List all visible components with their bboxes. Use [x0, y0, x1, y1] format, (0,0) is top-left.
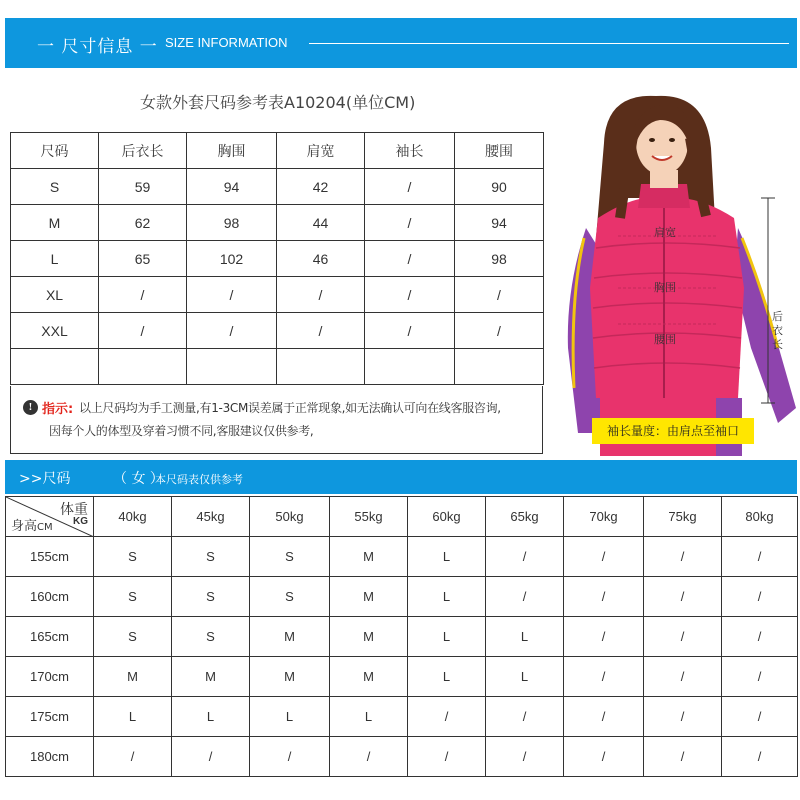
fit-table-size-cell: /	[486, 577, 564, 617]
note-line-2: 因每个人的体型及穿着习惯不同,客服建议仅供参考,	[49, 424, 314, 438]
fit-table-size-cell: S	[250, 537, 330, 577]
fit-table-size-cell: /	[564, 697, 644, 737]
fit-table-size-cell: L	[330, 697, 408, 737]
size-table-cell: /	[365, 277, 455, 313]
size-table-row	[11, 241, 544, 277]
size-table-cell: 94	[455, 205, 544, 241]
fit-table-size-cell: /	[564, 737, 644, 777]
fit-table-size-cell: S	[172, 537, 250, 577]
size-table-cell: 42	[277, 169, 365, 205]
info-icon: !	[23, 400, 38, 415]
size-table-cell: 44	[277, 205, 365, 241]
sleeve-measure-note: 袖长量度：由肩点至袖口	[592, 418, 754, 444]
banner-title-cn: 一 尺寸信息 一	[37, 37, 158, 57]
fit-table-height-cell: 170cm	[6, 657, 94, 697]
size-guide-title: >>尺码	[19, 471, 71, 487]
corner-weight-unit: KG	[73, 516, 88, 527]
fit-table-size-cell: M	[330, 657, 408, 697]
fit-table-size-cell: /	[486, 537, 564, 577]
fit-table-size-cell: /	[722, 737, 798, 777]
fit-table-size-cell: /	[722, 657, 798, 697]
fit-table-size-cell: S	[172, 577, 250, 617]
size-table-cell	[187, 349, 277, 385]
size-table-cell: /	[187, 277, 277, 313]
size-table-row	[11, 169, 544, 205]
size-table-col-header: 腰围	[455, 133, 544, 169]
size-table-row	[11, 313, 544, 349]
size-table-cell: 98	[187, 205, 277, 241]
fit-table-row	[6, 737, 798, 777]
fit-table-size-cell: /	[644, 657, 722, 697]
size-table-cell	[99, 349, 187, 385]
fit-table-size-cell: /	[330, 737, 408, 777]
fit-table-corner	[6, 497, 94, 537]
fit-table-weight-header: 55kg	[330, 497, 408, 537]
fit-table-size-cell: S	[94, 537, 172, 577]
size-table-body	[11, 169, 544, 385]
fit-table-size-cell: L	[172, 697, 250, 737]
corner-height-label: 身高	[11, 519, 38, 534]
size-table-row	[11, 277, 544, 313]
size-table-cell: /	[277, 277, 365, 313]
fit-table-size-cell: /	[564, 657, 644, 697]
size-table-row	[11, 349, 544, 385]
fit-table-height-cell: 160cm	[6, 577, 94, 617]
fit-table-size-cell: /	[408, 697, 486, 737]
note-label: 指示:	[42, 402, 74, 417]
fit-table-size-cell: /	[722, 577, 798, 617]
fit-table-size-cell: L	[408, 657, 486, 697]
fit-table-row	[6, 537, 798, 577]
fit-table-size-cell: /	[722, 697, 798, 737]
fit-table-size-cell: S	[172, 617, 250, 657]
fit-table-weight-header: 80kg	[722, 497, 798, 537]
fit-table-row	[6, 697, 798, 737]
fit-table-size-cell: /	[564, 577, 644, 617]
fit-table-height-cell: 155cm	[6, 537, 94, 577]
size-guide-subtitle: 本尺码表仅供参考	[155, 473, 243, 486]
measurement-note	[10, 386, 543, 454]
size-table-cell: 46	[277, 241, 365, 277]
fit-table-weight-header: 75kg	[644, 497, 722, 537]
size-table-cell: 59	[99, 169, 187, 205]
fit-table-size-cell: /	[644, 537, 722, 577]
size-table-cell: 90	[455, 169, 544, 205]
fit-table-size-cell: M	[330, 577, 408, 617]
fit-table-size-cell: L	[408, 617, 486, 657]
size-chart-title: 女款外套尺码参考表A10204(单位CM)	[140, 93, 416, 112]
fit-table-size-cell: /	[486, 737, 564, 777]
fit-table-size-cell: /	[172, 737, 250, 777]
size-table-cell: 94	[187, 169, 277, 205]
size-table-col-header: 后衣长	[99, 133, 187, 169]
size-table-cell: XXL	[11, 313, 99, 349]
corner-height-unit: CM	[37, 522, 53, 533]
fit-table-height-cell: 165cm	[6, 617, 94, 657]
model-illustration	[556, 88, 800, 456]
size-table-cell	[11, 349, 99, 385]
size-table-cell	[365, 349, 455, 385]
size-info-banner	[5, 18, 797, 68]
fit-table-size-cell: /	[644, 577, 722, 617]
size-table-col-header: 胸围	[187, 133, 277, 169]
fit-table-size-cell: /	[408, 737, 486, 777]
size-table-cell: XL	[11, 277, 99, 313]
fit-table-size-cell: M	[250, 617, 330, 657]
size-table-cell	[455, 349, 544, 385]
size-table-cell: /	[277, 313, 365, 349]
size-table-cell: /	[365, 205, 455, 241]
note-line-1: 以上尺码均为手工测量,有1-3CM误差属于正常现象,如无法确认可向在线客服咨询,	[79, 401, 501, 415]
fit-table-body	[6, 497, 798, 777]
size-table-cell: 65	[99, 241, 187, 277]
fit-table-size-cell: /	[564, 617, 644, 657]
fit-table-row	[6, 657, 798, 697]
fit-table-size-cell: /	[250, 737, 330, 777]
fit-table	[5, 496, 798, 777]
fit-table-weight-header: 70kg	[564, 497, 644, 537]
banner-title-en: SIZE INFORMATION	[165, 35, 288, 50]
size-table-cell: L	[11, 241, 99, 277]
size-table-row	[11, 205, 544, 241]
size-table-cell: 98	[455, 241, 544, 277]
back-length-label: 后衣长	[772, 310, 783, 351]
size-table-cell: /	[455, 277, 544, 313]
fit-table-size-cell: L	[486, 657, 564, 697]
size-table-cell: /	[187, 313, 277, 349]
corner-weight-label: 体重	[60, 502, 88, 518]
chest-label: 胸围	[654, 281, 676, 294]
fit-table-size-cell: L	[486, 617, 564, 657]
fit-table-weight-header: 50kg	[250, 497, 330, 537]
shoulder-label: 肩宽	[654, 226, 676, 239]
fit-table-size-cell: L	[94, 697, 172, 737]
size-table-cell: 62	[99, 205, 187, 241]
fit-table-row	[6, 617, 798, 657]
fit-table-height-cell: 180cm	[6, 737, 94, 777]
fit-table-weight-header: 40kg	[94, 497, 172, 537]
size-table-cell: /	[365, 241, 455, 277]
fit-table-size-cell: /	[644, 697, 722, 737]
fit-table-size-cell: /	[486, 697, 564, 737]
size-table-col-header: 肩宽	[277, 133, 365, 169]
size-table	[10, 132, 544, 385]
fit-table-size-cell: M	[94, 657, 172, 697]
size-table-cell: S	[11, 169, 99, 205]
fit-table-size-cell: S	[250, 577, 330, 617]
size-table-cell: /	[365, 169, 455, 205]
fit-table-size-cell: M	[250, 657, 330, 697]
waist-label: 腰围	[654, 333, 676, 346]
fit-table-weight-header: 60kg	[408, 497, 486, 537]
fit-table-row	[6, 577, 798, 617]
fit-table-weight-header: 65kg	[486, 497, 564, 537]
fit-table-height-cell: 175cm	[6, 697, 94, 737]
size-table-cell: /	[99, 313, 187, 349]
size-guide-gender: （ 女 ）	[113, 471, 164, 487]
size-table-col-header: 袖长	[365, 133, 455, 169]
fit-table-size-cell: M	[330, 617, 408, 657]
fit-table-size-cell: /	[564, 537, 644, 577]
size-table-header	[11, 133, 544, 169]
size-table-cell	[277, 349, 365, 385]
size-table-cell: /	[99, 277, 187, 313]
fit-table-size-cell: S	[94, 617, 172, 657]
size-table-col-header: 尺码	[11, 133, 99, 169]
fit-table-header	[6, 497, 798, 537]
fit-table-size-cell: /	[644, 737, 722, 777]
fit-table-size-cell: M	[172, 657, 250, 697]
model-photo	[556, 88, 800, 456]
size-table-cell: 102	[187, 241, 277, 277]
size-table-cell: /	[365, 313, 455, 349]
fit-table-size-cell: /	[94, 737, 172, 777]
fit-table-size-cell: /	[644, 617, 722, 657]
fit-table-size-cell: L	[408, 537, 486, 577]
fit-table-size-cell: S	[94, 577, 172, 617]
size-guide-banner	[5, 460, 797, 494]
fit-table-size-cell: L	[250, 697, 330, 737]
size-table-cell: M	[11, 205, 99, 241]
fit-table-size-cell: M	[330, 537, 408, 577]
fit-table-weight-header: 45kg	[172, 497, 250, 537]
fit-table-size-cell: /	[722, 617, 798, 657]
fit-table-size-cell: /	[722, 537, 798, 577]
size-table-cell: /	[455, 313, 544, 349]
fit-table-size-cell: L	[408, 577, 486, 617]
banner-divider	[309, 43, 789, 44]
